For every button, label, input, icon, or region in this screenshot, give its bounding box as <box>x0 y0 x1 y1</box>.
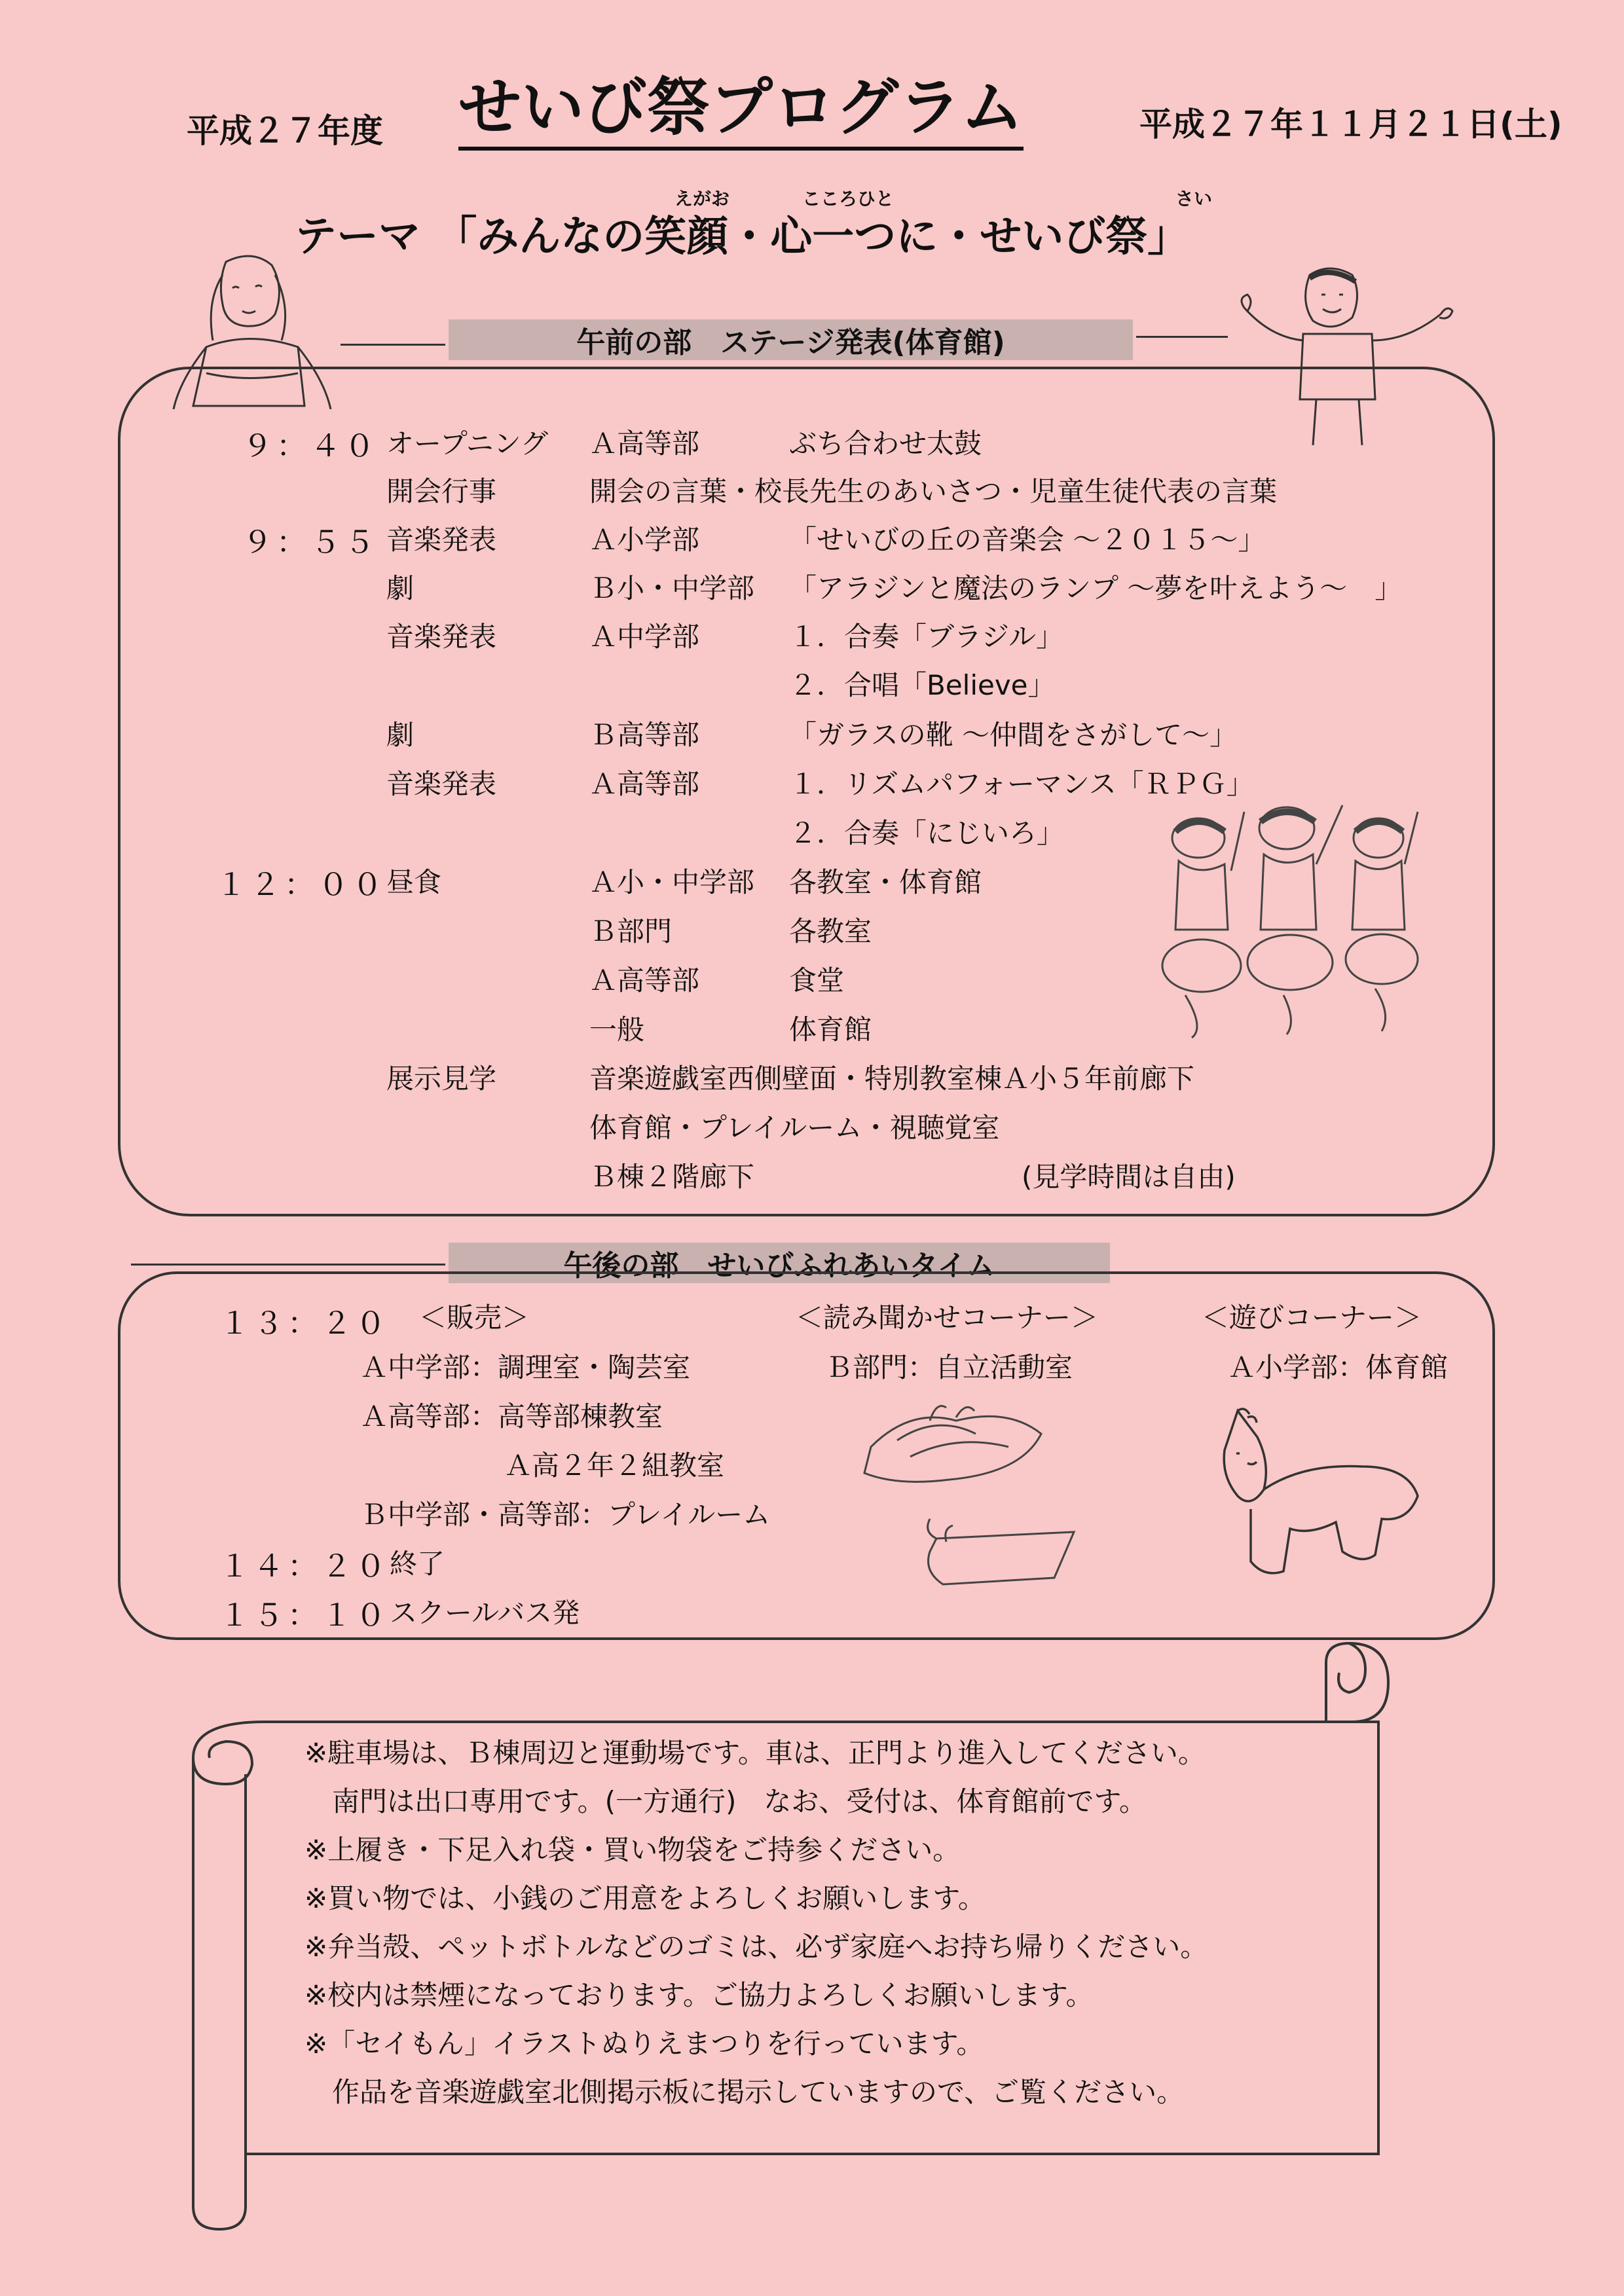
schedule-group: Ｂ小・中学部 <box>589 572 755 604</box>
schedule-time: ９：４０ <box>242 428 378 464</box>
reading-corner-title: ＜読み聞かせコーナー＞ <box>796 1302 1099 1334</box>
event-date: 平成２７年１１月２１日(土) <box>1139 105 1562 143</box>
fiscal-year: 平成２７年度 <box>187 112 383 150</box>
schedule-detail: ぶち合わせ太鼓 <box>789 428 982 460</box>
bus-label: スクールバス発 <box>390 1597 580 1629</box>
schedule-group: Ｂ高等部 <box>589 719 700 751</box>
hands-drawing-illustration <box>858 1394 1094 1591</box>
schedule-detail: 「アラジンと魔法のランプ ～夢を叶えよう～ 」 <box>789 572 1403 604</box>
schedule-group: Ａ小・中学部 <box>589 866 755 898</box>
schedule-group: 体育館・プレイルーム・視聴覚室 <box>589 1112 1000 1144</box>
afternoon-rule-left <box>131 1264 445 1266</box>
note-line: ※校内は禁煙になっております。ご協力よろしくお願いします。 <box>304 1979 1094 2011</box>
ruby-kokorohito: こころひと <box>802 188 895 210</box>
schedule-group: Ａ高等部 <box>589 428 700 460</box>
schedule-event: 音楽発表 <box>386 621 497 653</box>
schedule-time: １２：００ <box>216 867 386 902</box>
end-time: １４：２０ <box>219 1548 390 1584</box>
schedule-event: 音楽発表 <box>386 524 497 556</box>
schedule-detail: １．リズムパフォーマンス「ＲＰＧ」 <box>789 768 1254 800</box>
play-corner-title: ＜遊びコーナー＞ <box>1202 1302 1422 1334</box>
schedule-event: 劇 <box>386 572 415 604</box>
theme: テーマ 「みんなの笑顔・心一つに・せいび祭」 <box>295 213 1190 261</box>
afternoon-start-time: １３：２０ <box>219 1305 390 1341</box>
note-line: 南門は出口専用です。(一方通行) なお、受付は、体育館前です。 <box>304 1785 1147 1817</box>
schedule-time: ９：５５ <box>242 524 378 560</box>
heading-rule-left <box>341 344 445 346</box>
afternoon-heading: 午後の部 せいびふれあいタイム <box>449 1243 1110 1283</box>
note-line: 作品を音楽遊戯室北側掲示板に掲示していますので、ご覧ください。 <box>304 2076 1185 2108</box>
heading-rule-right <box>1136 336 1228 338</box>
sale-item: Ａ高等部：高等部棟教室 <box>360 1400 663 1432</box>
schedule-group: Ａ高等部 <box>589 768 700 800</box>
page-title: せいび祭プログラム <box>458 73 1024 151</box>
schedule-event: 音楽発表 <box>386 768 497 800</box>
sale-item: Ａ高２年２組教室 <box>504 1449 725 1482</box>
schedule-group: 一般 <box>589 1013 645 1046</box>
schedule-detail: 食堂 <box>789 964 845 996</box>
note-line: ※買い物では、小銭のご用意をよろしくお願いします。 <box>304 1882 986 1914</box>
schedule-group: Ａ中学部 <box>589 621 700 653</box>
schedule-detail: ２．合奏「にじいろ」 <box>789 817 1065 849</box>
schedule-group: Ａ高等部 <box>589 964 700 996</box>
schedule-group: 開会の言葉・校長先生のあいさつ・児童生徒代表の言葉 <box>589 475 1278 507</box>
schedule-group: Ａ小学部 <box>589 524 700 556</box>
drummers-drawing-illustration <box>1166 799 1428 1041</box>
schedule-event: 劇 <box>386 719 415 751</box>
schedule-detail: 各教室 <box>789 915 872 947</box>
schedule-detail: (見学時間は自由) <box>1022 1161 1236 1193</box>
schedule-detail: ２．合唱「Believe」 <box>789 669 1056 701</box>
schedule-event: 昼食 <box>386 866 442 898</box>
ruby-egao: えがお <box>674 188 730 210</box>
morning-heading: 午前の部 ステージ発表(体育館) <box>449 319 1133 360</box>
schedule-detail: 「せいびの丘の音楽会 ～２０１５～」 <box>789 524 1266 556</box>
note-line: ※駐車場は、Ｂ棟周辺と運動場です。車は、正門より進入してください。 <box>304 1737 1206 1769</box>
schedule-group: Ｂ部門 <box>589 915 673 947</box>
schedule-event: 展示見学 <box>386 1063 497 1095</box>
note-line: ※「セイもん」イラストぬりえまつりを行っています。 <box>304 2028 984 2060</box>
sale-title: ＜販売＞ <box>419 1302 530 1334</box>
schedule-event: オープニング <box>386 428 548 460</box>
schedule-detail: 「ガラスの靴 ～仲間をさがして～」 <box>789 719 1238 751</box>
schedule-group: Ｂ棟２階廊下 <box>589 1161 755 1193</box>
schedule-detail: 体育館 <box>789 1013 872 1046</box>
horse-drawing-illustration <box>1211 1404 1428 1601</box>
sale-item: Ａ中学部：調理室・陶芸室 <box>360 1351 691 1383</box>
schedule-event: 開会行事 <box>386 475 497 507</box>
ruby-sai: さい <box>1175 188 1213 210</box>
end-label: 終了 <box>390 1548 445 1580</box>
sale-item: Ｂ中学部・高等部：プレイルーム <box>360 1499 771 1531</box>
bus-time: １５：１０ <box>219 1597 390 1633</box>
note-line: ※上履き・下足入れ袋・買い物袋をご持参ください。 <box>304 1834 961 1866</box>
note-line: ※弁当殻、ペットボトルなどのゴミは、必ず家庭へお持ち帰りください。 <box>304 1931 1208 1963</box>
schedule-detail: １．合奏「ブラジル」 <box>789 621 1063 653</box>
schedule-detail: 各教室・体育館 <box>789 866 982 898</box>
play-corner-item: Ａ小学部：体育館 <box>1228 1351 1449 1383</box>
reading-corner-item: Ｂ部門：自立活動室 <box>825 1351 1073 1383</box>
schedule-group: 音楽遊戯室西側壁面・特別教室棟Ａ小５年前廊下 <box>589 1063 1195 1095</box>
